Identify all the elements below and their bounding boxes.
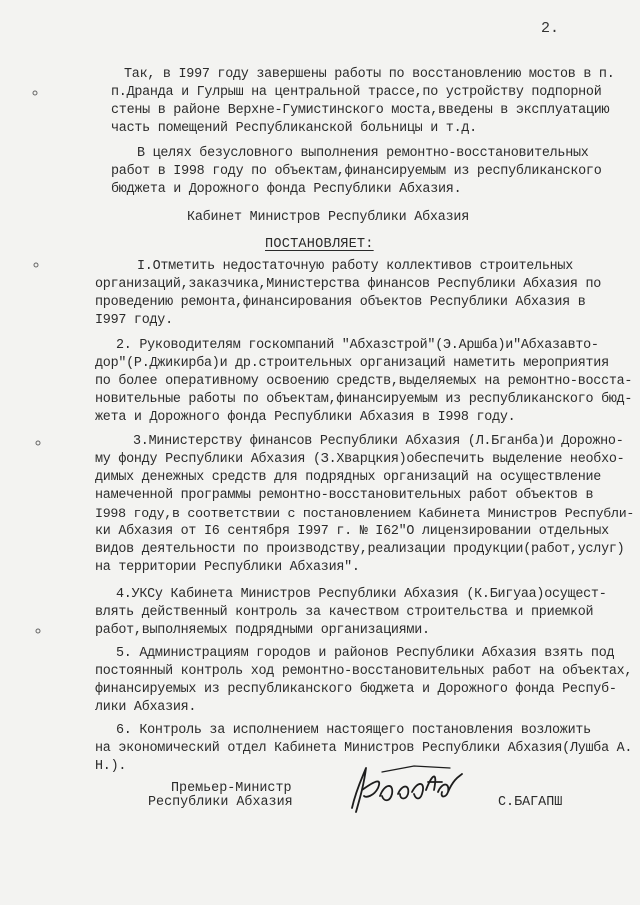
point-3-line: I998 году,в соответствии с постановлением Кабинета Министров Республи- <box>95 506 635 521</box>
intro-line: п.Дранда и Гулрыш на центральной трассе,по устройству подпорной <box>111 85 602 100</box>
point-5-line: лики Абхазия. <box>95 700 197 715</box>
point-3-line: 3.Министерству финансов Республики Абхазия (Л.Бганба)и Дорожно- <box>133 434 624 449</box>
point-1-line: I997 году. <box>95 313 173 328</box>
margin-speck <box>35 440 41 446</box>
intro-line: часть помещений Республиканской больницы и т.д. <box>111 121 477 136</box>
decree-heading: ПОСТАНОВЛЯЕТ: <box>265 237 374 252</box>
point-3-line: димых денежных средств для подрядных организаций на осуществление <box>95 470 602 485</box>
point-3-line: му фонду Республики Абхазия (З.Хварцкия)обеспечить выделение необхо- <box>95 452 625 467</box>
margin-speck <box>32 90 38 96</box>
point-6-line: на экономический отдел Кабинета Министров Республики Абхазия(Лушба А. <box>95 741 633 756</box>
point-2-line: дор"(Р.Джикирба)и др.строительных организаций наметить мероприятия <box>95 356 609 371</box>
intro-line: В целях безусловного выполнения ремонтно-восстановительных <box>137 146 589 161</box>
point-3-line: намеченной программы ремонтно-восстановительных работ объектов в <box>95 488 594 503</box>
point-5-line: 5. Администрациям городов и районов Республики Абхазия взять под <box>116 646 615 661</box>
point-3-line: на территории Республики Абхазия". <box>95 560 360 575</box>
point-2-line: жета и Дорожного фонда Республики Абхазия в I998 году. <box>95 410 516 425</box>
point-4-line: 4.УКСу Кабинета Министров Республики Абхазия (К.Бигуаа)осущест- <box>116 587 607 602</box>
point-5-line: постоянный контроль ход ремонтно-восстановительных работ на объектах, <box>95 664 633 679</box>
point-6-line: Н.). <box>95 759 127 774</box>
page-number: 2. <box>541 20 560 37</box>
margin-speck <box>33 262 39 268</box>
point-5-line: финансируемых из республиканского бюджета и Дорожного фонда Респуб- <box>95 682 617 697</box>
intro-line: Так, в I997 году завершены работы по восстановлению мостов в п. <box>124 67 615 82</box>
point-3-line: видов деятельности по производству,реализации продукции(работ,услуг) <box>95 542 625 557</box>
intro-line: работ в I998 году по объектам,финансируемым из республиканского <box>111 164 602 179</box>
point-2-line: по более оперативному освоению средств,выделяемых на ремонтно-восста- <box>95 374 633 389</box>
signatory-title: Премьер-Министр <box>171 781 292 796</box>
intro-line: бюджета и Дорожного фонда Республики Абхазия. <box>111 182 462 197</box>
point-4-line: влять действенный контроль за качеством строительства и приемкой <box>95 605 594 620</box>
point-6-line: 6. Контроль за исполнением настоящего постановления возложить <box>116 723 591 738</box>
point-1-line: I.Отметить недостаточную работу коллективов строительных <box>137 259 573 274</box>
point-1-line: проведению ремонта,финансирования объектов Республики Абхазия в <box>95 295 586 310</box>
intro-line: стены в районе Верхне-Гумистинского моста,введены в эксплуатацию <box>111 103 610 118</box>
point-1-line: организаций,заказчика,Министерства финансов Республики Абхазия по <box>95 277 602 292</box>
signatory-name: С.БАГАПШ <box>498 795 563 810</box>
handwritten-signature <box>342 760 482 820</box>
point-2-line: 2. Руководителям госкомпаний "Абхазстрой"(Э.Аршба)и"Абхазавто- <box>116 338 599 353</box>
margin-speck <box>35 628 41 634</box>
point-3-line: ки Абхазия от I6 сентября I997 г. № I62"О лицензировании отдельных <box>95 524 609 539</box>
point-2-line: новительные работы по объектам,финансируемым из республиканского бюд- <box>95 392 633 407</box>
signatory-title: Республики Абхазия <box>148 795 293 810</box>
point-4-line: работ,выполняемых подрядными организациями. <box>95 623 430 638</box>
cabinet-heading: Кабинет Министров Республики Абхазия <box>187 210 470 225</box>
